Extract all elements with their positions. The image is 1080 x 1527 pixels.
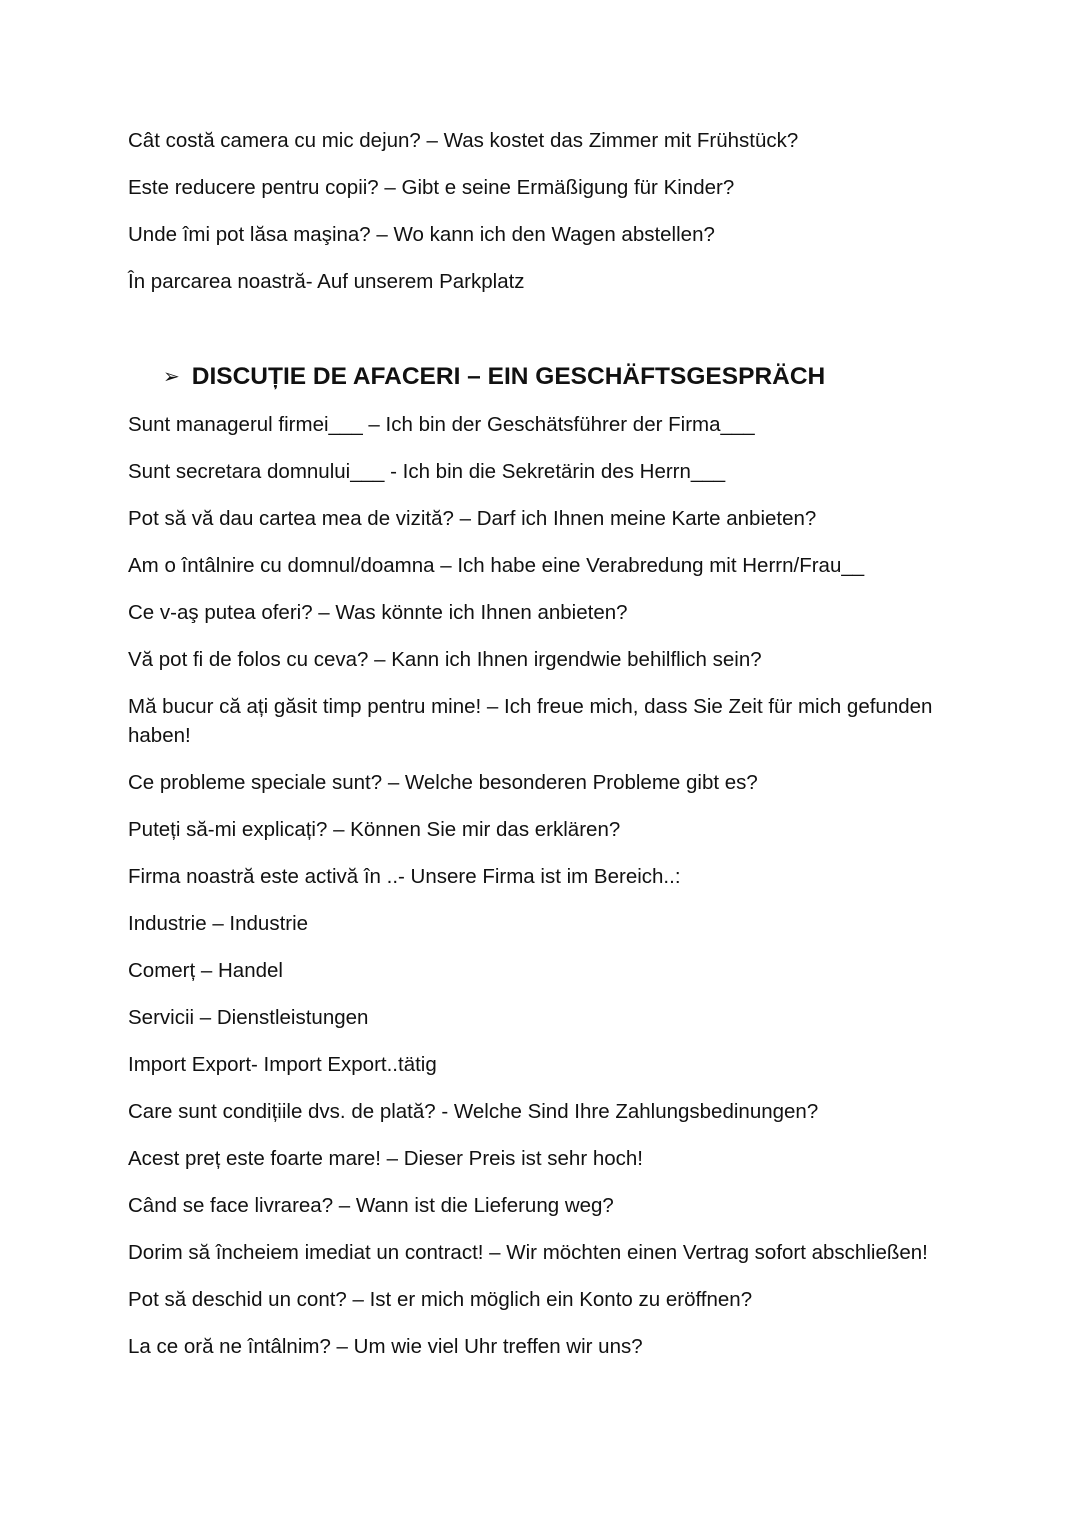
phrase-line: Puteți să-mi explicați? – Können Sie mir das erklären? [128,818,621,841]
phrase-line: Unde îmi pot lăsa maşina? – Wo kann ich den Wagen abstellen? [128,223,715,246]
section-heading [163,362,948,392]
phrase-line: Firma noastră este activă în ..- Unsere Firma ist im Bereich..: [128,865,681,888]
phrase-line: Pot să deschid un cont? – Ist er mich möglich ein Konto zu eröffnen? [128,1288,753,1311]
spacer [128,314,948,362]
phrase-line: Ce probleme speciale sunt? – Welche besonderen Probleme gibt es? [128,771,758,794]
phrase-line: Sunt secretara domnului___ - Ich bin die Sekretärin des Herrn___ [128,460,726,483]
phrase-line: Vă pot fi de folos cu ceva? – Kann ich Ihnen irgendwie behilflich sein? [128,648,762,671]
phrase-line: Mă bucur că ați găsit timp pentru mine! – Ich freue mich, dass Sie Zeit für mich gefunden haben! [128,695,933,747]
phrase-line: Este reducere pentru copii? – Gibt e seine Ermäßigung für Kinder? [128,176,735,199]
phrase-line: Pot să vă dau cartea mea de vizită? – Darf ich Ihnen meine Karte anbieten? [128,507,817,530]
document-page [128,126,948,1379]
phrase-line: Industrie – Industrie [128,912,309,935]
phrase-line: Am o întâlnire cu domnul/doamna – Ich habe eine Verabredung mit Herrn/Frau__ [128,554,865,577]
phrase-line: Import Export- Import Export..tätig [128,1053,437,1076]
phrase-line: Servicii – Dienstleistungen [128,1006,369,1029]
phrase-line: La ce oră ne întâlnim? – Um wie viel Uhr treffen wir uns? [128,1335,643,1358]
phrase-line: Când se face livrarea? – Wann ist die Lieferung weg? [128,1194,614,1217]
section-title: DISCUȚIE DE AFACERI – EIN GESCHÄFTSGESPRÄCH [191,363,826,390]
phrase-line: În parcarea noastră- Auf unserem Parkplatz [128,270,525,293]
phrase-line: Care sunt condițiile dvs. de plată? - Welche Sind Ihre Zahlungsbedinungen? [128,1100,819,1123]
phrase-line: Cât costă camera cu mic dejun? – Was kostet das Zimmer mit Frühstück? [128,129,799,152]
phrase-line: Ce v-aş putea oferi? – Was könnte ich Ihnen anbieten? [128,601,628,624]
intro-phrases [128,126,948,296]
phrase-line: Comerț – Handel [128,959,283,982]
phrase-line: Sunt managerul firmei___ – Ich bin der Geschätsführer der Firma___ [128,413,755,436]
section-phrases [128,410,948,1361]
phrase-line: Acest preț este foarte mare! – Dieser Preis ist sehr hoch! [128,1147,643,1170]
phrase-line: Dorim să încheiem imediat un contract! – Wir möchten einen Vertrag sofort abschließen! [128,1241,928,1264]
arrow-bullet-icon: ➢ [163,366,180,388]
